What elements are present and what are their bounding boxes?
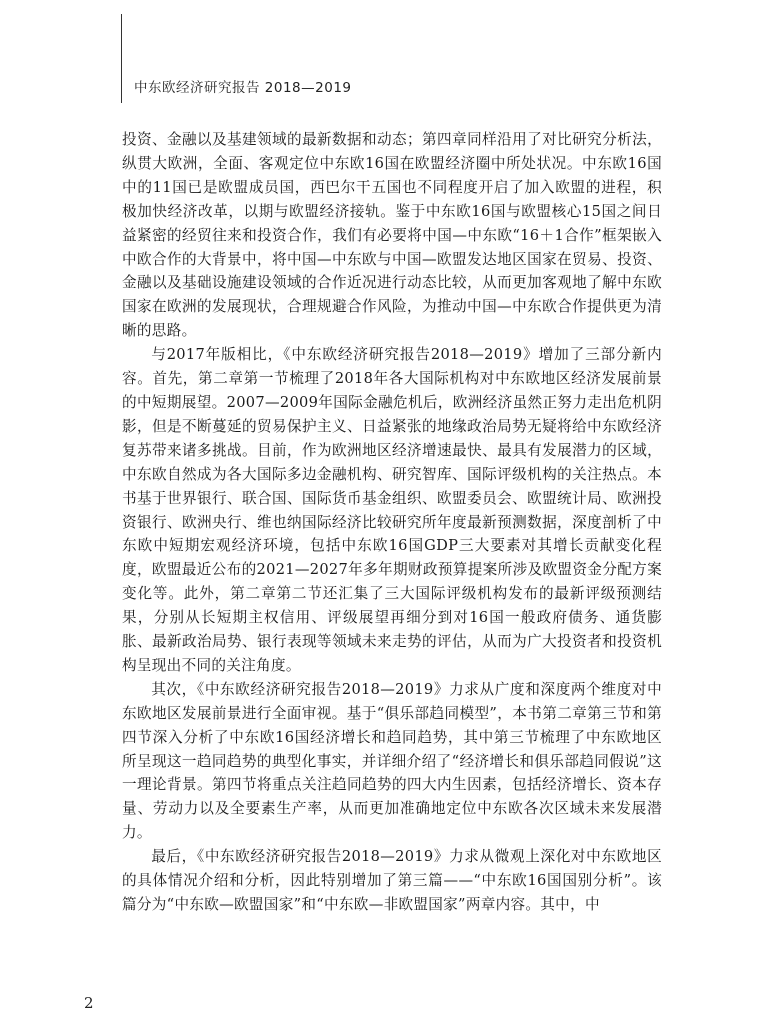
- paragraph-continuation: 投资、金融以及基建领域的最新数据和动态；第四章同样沿用了对比研究分析法，纵贯大欧洲，全面、客观定位中东欧16国在欧盟经济圈中所处状况。中东欧16国中的11国已是欧盟成员国，西巴尔干五国也不同程度开启了加入欧盟的进程，积极加快经济改革，以期与欧盟经济接轨。鉴于中东欧16国与欧盟核心15国之间日益紧密的经贸往来和投资合作，我们有必要将中国—中东欧“16＋1合作”框架嵌入中欧合作的大背景中，将中国—中东欧与中国—欧盟发达地区国家在贸易、投资、金融以及基础设施建设领域的合作近况进行动态比较，从而更加客观地了解中东欧国家在欧洲的发展现状，合理规避合作风险，为推动中国—中东欧合作提供更为清晰的思路。: [122, 131, 662, 340]
- paragraph-second: 其次，《中东欧经济研究报告2018—2019》力求从广度和深度两个维度对中东欧地区发展前景进行全面审视。基于“俱乐部趋同模型”，本书第二章第三节和第四节深入分析了中东欧16国经济增长和趋同趋势，其中第三节梳理了中东欧地区所呈现这一趋同趋势的典型化事实，并详细介绍了“经济增长和俱乐部趋同假说”这一理论背景。第四节将重点关注趋同趋势的四大内生因素，包括经济增长、资本存量、劳动力以及全要素生产率，从而更加准确地定位中东欧各次区域未来发展潜力。: [122, 680, 662, 842]
- running-header: 中东欧经济研究报告 2018—2019: [134, 80, 352, 96]
- header-rule: [121, 14, 122, 103]
- body-text: [122, 128, 662, 917]
- paragraph-last: 最后，《中东欧经济研究报告2018—2019》力求从微观上深化对中东欧地区的具体情况介绍和分析，因此特别增加了第三篇——“中东欧16国国别分析”。该篇分为“中东欧—欧盟国家”和“中东欧—非欧盟国家”两章内容。其中，中: [122, 848, 662, 913]
- page-number: 2: [84, 994, 94, 1012]
- paragraph-new-content: 与2017年版相比，《中东欧经济研究报告2018—2019》增加了三部分新内容。首先，第二章第一节梳理了2018年各大国际机构对中东欧地区经济发展前景的中短期展望。2007—2009年国际金融危机后，欧洲经济虽然正努力走出危机阴影，但是不断蔓延的贸易保护主义、日益紧张的地缘政治局势无疑将给中东欧经济复苏带来诸多挑战。目前，作为欧洲地区经济增速最快、最具有发展潜力的区域，中东欧自然成为各大国际多边金融机构、研究智库、国际评级机构的关注热点。本书基于世界银行、联合国、国际货币基金组织、欧盟委员会、欧盟统计局、欧洲投资银行、欧洲央行、维也纳国际经济比较研究所年度最新预测数据，深度剖析了中东欧中短期宏观经济环境，包括中东欧16国GDP三大要素对其增长贡献变化程度，欧盟最近公布的2021—2027年多年期财政预算提案所涉及欧盟资金分配方案变化等。此外，第二章第二节还汇集了三大国际评级机构发布的最新评级预测结果，分别从长短期主权信用、评级展望再细分到对16国一般政府债务、通货膨胀、最新政治局势、银行表现等领域未来走势的评估，从而为广大投资者和投资机构呈现出不同的关注角度。: [122, 346, 662, 674]
